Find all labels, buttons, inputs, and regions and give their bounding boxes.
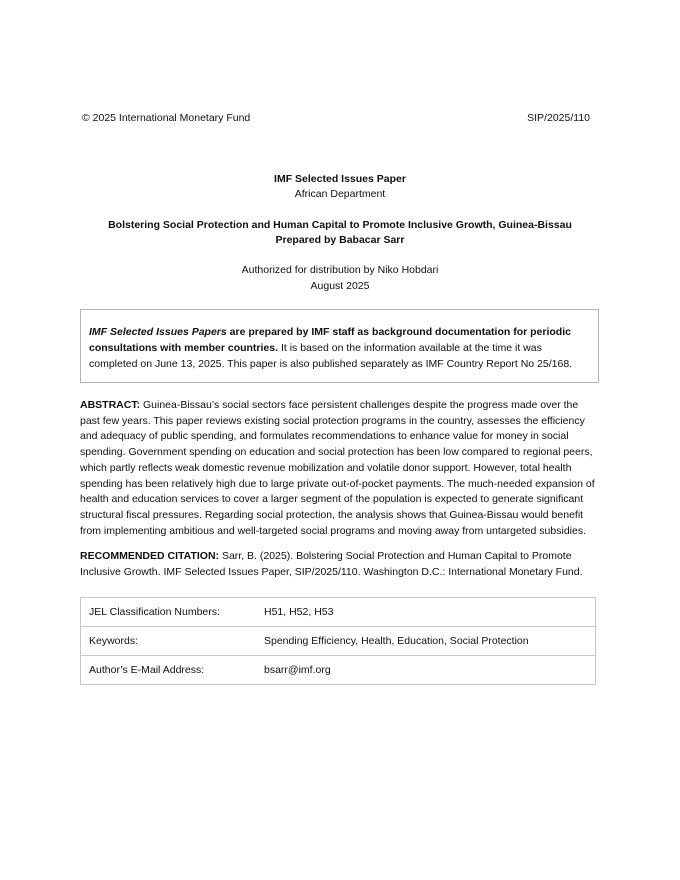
prepared-by: Prepared by Babacar Sarr xyxy=(275,234,405,246)
email-label: Author’s E-Mail Address: xyxy=(81,656,257,685)
paper-title: Bolstering Social Protection and Human Capital to Promote Inclusive Growth, Guinea-Bissau xyxy=(108,219,572,231)
table-row xyxy=(81,598,596,627)
publication-date: August 2025 xyxy=(310,280,370,292)
disclaimer-box xyxy=(80,309,599,383)
citation-label: RECOMMENDED CITATION: xyxy=(80,550,220,562)
abstract-section xyxy=(80,398,600,539)
keywords-value: Spending Efficiency, Health, Education, Social Protection xyxy=(256,627,596,656)
table-row xyxy=(81,627,596,656)
disclaimer-bold: are prepared by IMF staff as background documentation for periodic consultations with member countries. xyxy=(89,326,571,354)
citation-section xyxy=(80,549,600,580)
email-value[interactable]: bsarr@imf.org xyxy=(256,656,596,685)
disclaimer-lead: IMF Selected Issues Papers xyxy=(89,326,227,338)
series-title: IMF Selected Issues Paper xyxy=(274,173,406,185)
abstract-label: ABSTRACT: xyxy=(80,399,141,411)
jel-value: H51, H52, H53 xyxy=(256,598,596,627)
document-number: SIP/2025/110 xyxy=(527,112,590,124)
disclaimer-text: It is based on the information available at the time it was completed on June 13, 2025. This paper is also published separately as IMF Country Report No 25/168. xyxy=(89,342,573,370)
page-header xyxy=(82,112,590,125)
keywords-label: Keywords: xyxy=(81,627,257,656)
copyright-text: © 2025 International Monetary Fund xyxy=(82,112,251,124)
jel-label: JEL Classification Numbers: xyxy=(81,598,257,627)
table-row xyxy=(81,656,596,685)
department-name: African Department xyxy=(294,188,386,200)
citation-text: Sarr, B. (2025). Bolstering Social Protection and Human Capital to Promote Inclusive Growth. IMF Selected Issues Paper, SIP/2025/110. Washington D.C.: International Monetary Fund. xyxy=(80,550,583,578)
authorized-by: Authorized for distribution by Niko Hobdari xyxy=(241,264,439,276)
abstract-text: Guinea-Bissau’s social sectors face persistent challenges despite the progress made over the past few years. This paper reviews existing social protection programs in the country, assesses the efficiency and adequacy of public spending, and formulates recommendations to enhance value for money in social spending. Government spending on education and social protection has been low compared to regional peers, which partly reflects weak domestic revenue mobilization and volatile donor support. However, total health spending has been relatively high due to large private out-of-pocket payments. The much-needed expansion of health and education services to cover a larger segment of the population is expected to generate significant structural fiscal pressures. Regarding social protection, the analysis shows that Guinea-Bissau would benefit from implementing ambitious and well-targeted social programs and moving away from untargeted subsidies. xyxy=(80,399,595,537)
metadata-table xyxy=(80,597,596,685)
